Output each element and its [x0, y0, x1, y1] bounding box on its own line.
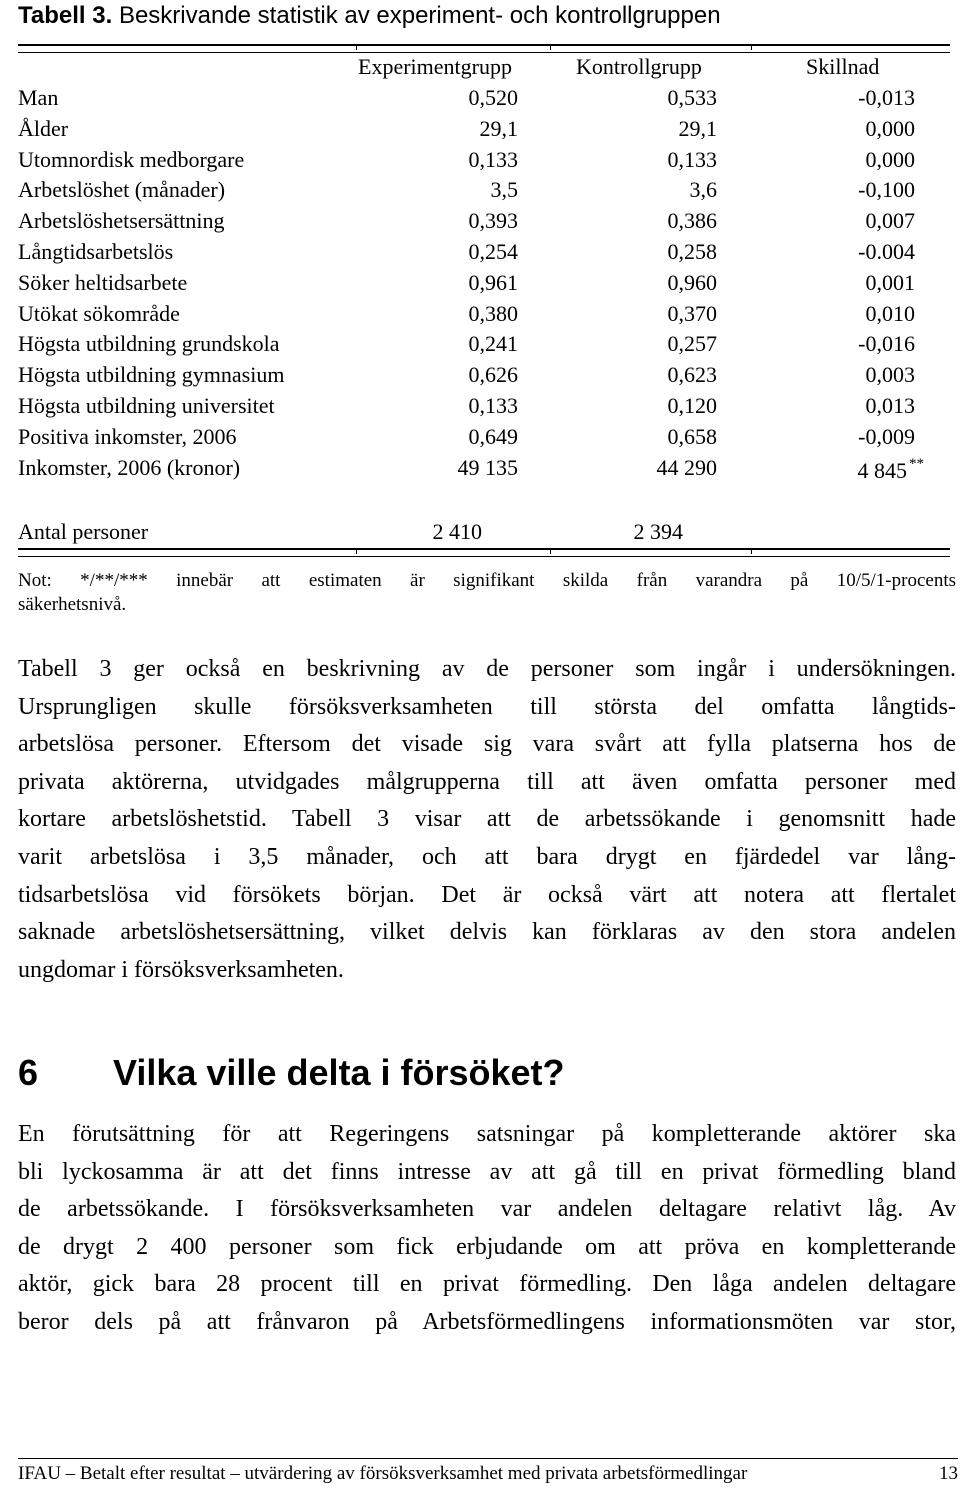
cell-kontrollgrupp: 0,960	[667, 269, 717, 295]
significance-marker: **	[909, 455, 924, 472]
cell-experimentgrupp: 0,626	[468, 362, 518, 388]
table-note: Not: */**/*** innebär att estimaten är signifikant skilda från varandra på 10/5/1-procents	[18, 570, 956, 591]
cell-experimentgrupp: 49 135	[457, 454, 518, 480]
table-number: Tabell 3.	[18, 2, 113, 29]
cell-skillnad-value: 4 845	[857, 457, 907, 483]
paragraph-line: Tabell 3 ger också en beskrivning av de personer som ingår i undersökningen.	[18, 656, 956, 682]
table-title	[18, 2, 721, 30]
header-kontrollgrupp: Kontrollgrupp	[576, 54, 702, 79]
section-number: 6	[18, 1052, 39, 1093]
cell-kontrollgrupp: 0,658	[667, 423, 717, 449]
header-skillnad: Skillnad	[806, 54, 880, 79]
cell-skillnad: 0,003	[865, 362, 915, 388]
paragraph-line: de arbetssökande. I försöksverksamheten var andelen deltagare relativt låg. Av	[18, 1196, 956, 1223]
cell-kontrollgrupp: 29,1	[678, 115, 717, 141]
cell-experimentgrupp: 0,254	[468, 239, 518, 264]
cell-experimentgrupp: 3,5	[490, 177, 518, 203]
body-paragraph-2	[18, 1116, 956, 1342]
table-bottom-rule	[18, 548, 950, 557]
footer-text: IFAU – Betalt efter resultat – utvärdering av försöksverksamhet med privata arbetsförmedlingar	[18, 1463, 748, 1484]
cell-kontrollgrupp: 0,120	[667, 393, 717, 418]
cell-kontrollgrupp: 0,133	[667, 146, 717, 172]
paragraph-line: ungdomar i försöksverksamheten.	[18, 956, 344, 983]
count-row-label: Antal personer	[18, 519, 149, 544]
row-label: Arbetslöshet (månader)	[18, 177, 226, 203]
table-note-cont: säkerhetsnivå.	[18, 594, 127, 615]
cell-skillnad: -0.004	[858, 239, 915, 264]
cell-skillnad	[857, 455, 925, 484]
paragraph-line: privata aktörerna, utvidgades målgrupperna till att även omfatta personer med	[18, 768, 956, 795]
row-label: Högsta utbildning grundskola	[18, 331, 280, 357]
cell-skillnad: 0,010	[865, 300, 915, 326]
count-row-exp: 2 410	[432, 519, 482, 544]
paragraph-line: varit arbetslösa i 3,5 månader, och att bara drygt en fjärdedel var lång-	[18, 843, 956, 870]
paragraph-line: saknade arbetslöshetsersättning, vilket delvis kan förklaras av den stora andelen	[18, 919, 956, 946]
cell-experimentgrupp: 0,393	[468, 208, 518, 234]
section-heading	[18, 1052, 565, 1094]
row-label: Högsta utbildning universitet	[18, 393, 275, 418]
paragraph-line: tidsarbetslösa vid försökets början. Det är också värt att notera att flertalet	[18, 881, 956, 908]
row-label: Söker heltidsarbete	[18, 269, 188, 295]
paragraph-line: de drygt 2 400 personer som fick erbjudande om att pröva en kompletterande	[18, 1233, 956, 1260]
row-label: Ålder	[18, 115, 69, 141]
count-row-ctrl: 2 394	[633, 519, 683, 544]
paragraph-line: kortare arbetslöshetstid. Tabell 3 visar att de arbetssökande i genomsnitt hade	[18, 806, 956, 833]
page-number: 13	[939, 1463, 958, 1484]
table-top-rule	[18, 44, 950, 53]
cell-experimentgrupp: 0,520	[468, 85, 518, 110]
cell-skillnad: -0,009	[858, 423, 915, 449]
cell-kontrollgrupp: 0,533	[667, 85, 717, 110]
cell-skillnad: 0,007	[865, 208, 915, 234]
cell-skillnad: 0,013	[865, 393, 915, 418]
paragraph-line: En förutsättning för att Regeringens satsningar på kompletterande aktörer ska	[18, 1121, 956, 1147]
row-label: Utomnordisk medborgare	[18, 146, 245, 172]
cell-kontrollgrupp: 0,386	[667, 208, 717, 234]
paragraph-line: beror dels på att frånvaron på Arbetsförmedlingens informationsmöten var stor,	[18, 1308, 956, 1335]
cell-skillnad: 0,001	[865, 269, 915, 295]
cell-skillnad: 0,000	[865, 115, 915, 141]
paragraph-line: Ursprungligen skulle försöksverksamheten till största del omfatta långtids-	[18, 693, 956, 720]
footer-rule	[18, 1458, 958, 1459]
cell-kontrollgrupp: 3,6	[689, 177, 717, 203]
cell-skillnad: -0,016	[858, 331, 915, 357]
cell-experimentgrupp: 0,133	[468, 146, 518, 172]
cell-kontrollgrupp: 0,370	[667, 300, 717, 326]
row-label: Långtidsarbetslös	[18, 239, 174, 264]
cell-kontrollgrupp: 0,257	[667, 331, 717, 357]
cell-experimentgrupp: 0,380	[468, 300, 518, 326]
cell-experimentgrupp: 0,241	[468, 331, 518, 357]
row-label: Positiva inkomster, 2006	[18, 423, 237, 449]
table-title-text: Beskrivande statistik av experiment- och kontrollgruppen	[118, 2, 721, 29]
cell-skillnad: 0,000	[865, 146, 915, 172]
cell-kontrollgrupp: 0,258	[667, 239, 717, 264]
body-paragraph-1	[18, 651, 956, 989]
cell-kontrollgrupp: 0,623	[667, 362, 717, 388]
paragraph-line: bli lyckosamma är att det finns intresse av att gå till en privat förmedling bland	[18, 1158, 956, 1185]
cell-kontrollgrupp: 44 290	[656, 454, 717, 480]
cell-skillnad: -0,100	[858, 177, 915, 203]
paragraph-line: aktör, gick bara 28 procent till en privat förmedling. Den låga andelen deltagare	[18, 1271, 956, 1298]
cell-skillnad: -0,013	[858, 85, 915, 110]
cell-experimentgrupp: 0,961	[468, 269, 518, 295]
cell-experimentgrupp: 29,1	[479, 115, 518, 141]
cell-experimentgrupp: 0,649	[468, 423, 518, 449]
row-label: Arbetslöshetsersättning	[18, 208, 225, 234]
paragraph-line: arbetslösa personer. Eftersom det visade sig vara svårt att fylla platserna hos de	[18, 731, 956, 758]
row-label: Man	[18, 85, 59, 110]
cell-experimentgrupp: 0,133	[468, 393, 518, 418]
section-title: Vilka ville delta i försöket?	[113, 1052, 565, 1093]
header-experimentgrupp: Experimentgrupp	[358, 54, 512, 79]
row-label: Högsta utbildning gymnasium	[18, 362, 285, 388]
row-label: Utökat sökområde	[18, 300, 180, 326]
row-label: Inkomster, 2006 (kronor)	[18, 454, 241, 480]
